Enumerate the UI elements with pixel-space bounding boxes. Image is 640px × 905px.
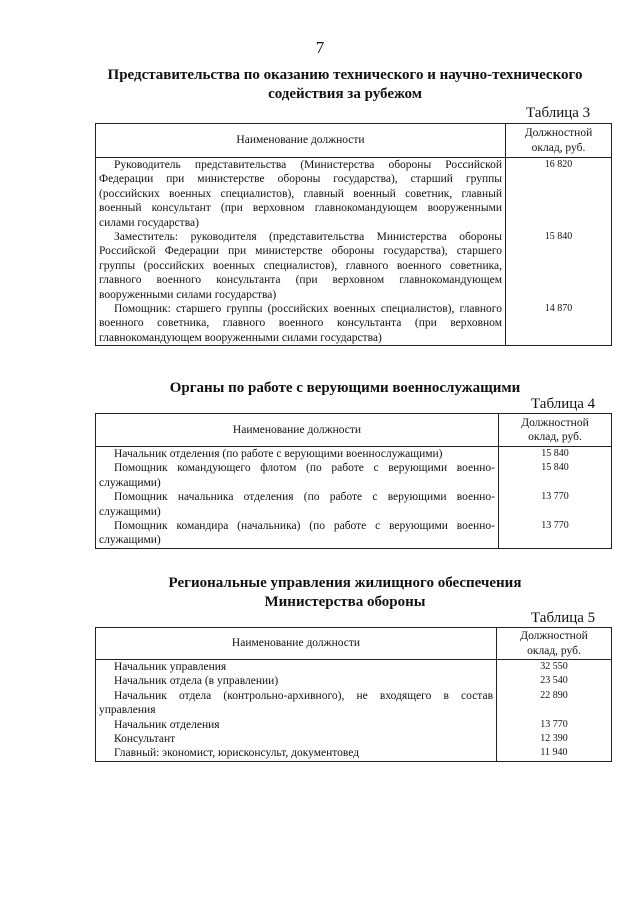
salary-cell: 15 840 bbox=[499, 461, 612, 490]
position-name: Начальник отдела (в управлении) bbox=[114, 675, 279, 688]
position-cell bbox=[96, 718, 497, 732]
position-cell bbox=[96, 230, 506, 302]
column-header-salary-line: Должностной bbox=[520, 630, 588, 643]
salary-cell: 22 890 bbox=[497, 689, 612, 718]
section-title-line: содействия за рубежом bbox=[268, 86, 422, 102]
section-title-line: Региональные управления жилищного обеспечения bbox=[168, 575, 522, 591]
column-header-salary-line: Должностной bbox=[524, 127, 593, 140]
position-name: Помощник командующего флотом (по работе с верующими военно-служащими) bbox=[99, 462, 495, 489]
position-cell bbox=[96, 490, 499, 519]
salary-cell: 13 770 bbox=[499, 519, 612, 548]
section-title-line: Министерства обороны bbox=[264, 594, 426, 610]
position-cell bbox=[96, 746, 497, 761]
section-title-housing-administration bbox=[80, 574, 610, 612]
salary-cell: 15 840 bbox=[499, 447, 612, 462]
position-name: Начальник отдела (контрольно-архивного), не входящего в состав управления bbox=[99, 689, 493, 717]
position-cell bbox=[96, 461, 499, 490]
salary-cell: 15 840 bbox=[506, 230, 612, 302]
salary-cell: 14 870 bbox=[506, 302, 612, 346]
column-header-salary bbox=[499, 414, 612, 447]
position-cell bbox=[96, 519, 499, 548]
table-row bbox=[96, 158, 612, 231]
column-header-salary-line: Должностной bbox=[521, 416, 589, 429]
section-title-technical-assistance bbox=[80, 66, 610, 104]
position-name: Заместитель: руководителя (представительства Министерства обороны Российской Федерации при министерстве обороны государства), старшего группы (российских военных специалистов), главного военного советника, главного военного консультанта (при верховном главнокомандующем вооруженными силами государства) bbox=[99, 231, 502, 301]
table-row bbox=[96, 302, 612, 346]
position-cell bbox=[96, 447, 499, 462]
position-name: Начальник отделения (по работе с верующими военнослужащими) bbox=[114, 448, 443, 460]
column-header-salary bbox=[506, 124, 612, 158]
position-name: Главный: экономист, юрисконсульт, документовед bbox=[114, 747, 360, 760]
table-row bbox=[96, 447, 612, 462]
position-cell bbox=[96, 674, 497, 688]
salary-cell: 23 540 bbox=[497, 674, 612, 688]
table-row bbox=[96, 732, 612, 746]
position-cell bbox=[96, 689, 497, 718]
table-row bbox=[96, 490, 612, 519]
salary-cell: 32 550 bbox=[497, 660, 612, 675]
position-name: Начальник управления bbox=[114, 661, 227, 673]
salary-cell: 16 820 bbox=[506, 158, 612, 231]
column-header-name: Наименование должности bbox=[96, 628, 497, 660]
position-cell bbox=[96, 732, 497, 746]
table-row bbox=[96, 746, 612, 761]
position-cell bbox=[96, 158, 506, 231]
column-header-name: Наименование должности bbox=[96, 414, 499, 447]
position-cell bbox=[96, 302, 506, 346]
table-row bbox=[96, 660, 612, 675]
section-title-line: Органы по работе с верующими военнослужащими bbox=[169, 380, 521, 396]
section-title-line: Представительства по оказанию технического и научно-технического bbox=[107, 67, 583, 83]
column-header-salary-line: оклад, руб. bbox=[531, 141, 586, 154]
table-label-4: Таблица 4 bbox=[531, 396, 596, 412]
table-label-3: Таблица 3 bbox=[526, 105, 591, 121]
salary-cell: 11 940 bbox=[497, 746, 612, 761]
column-header-name: Наименование должности bbox=[96, 124, 506, 158]
table-4 bbox=[95, 413, 612, 549]
position-name: Помощник: старшего группы (российских военных специалистов), главного военного советника, главного военного консультанта (при верховном главнокомандующем вооруженными силами государства) bbox=[99, 303, 502, 344]
position-name: Консультант bbox=[114, 733, 176, 746]
page-number: 7 bbox=[315, 38, 325, 57]
table-header-row bbox=[96, 414, 612, 447]
table-row bbox=[96, 674, 612, 688]
table-row bbox=[96, 689, 612, 718]
table-row bbox=[96, 461, 612, 490]
position-cell bbox=[96, 660, 497, 675]
salary-cell: 13 770 bbox=[497, 718, 612, 732]
salary-cell: 12 390 bbox=[497, 732, 612, 746]
table-5 bbox=[95, 627, 612, 762]
table-row bbox=[96, 519, 612, 548]
position-name: Начальник отделения bbox=[114, 718, 220, 731]
table-header-row bbox=[96, 124, 612, 158]
position-name: Помощник начальника отделения (по работе с верующими военно-служащими) bbox=[99, 491, 495, 518]
table-row bbox=[96, 230, 612, 302]
position-name: Руководитель представительства (Министерства обороны Российской Федерации при министерстве обороны государства), старший группы (российских военных специалистов), главный военный советник, главный военный консультант (при верховном главнокомандующем вооруженными силами государства) bbox=[99, 159, 502, 229]
table-3 bbox=[95, 123, 612, 346]
table-row bbox=[96, 718, 612, 732]
column-header-salary-line: оклад, руб. bbox=[527, 644, 581, 657]
column-header-salary-line: оклад, руб. bbox=[528, 431, 582, 443]
salary-cell: 13 770 bbox=[499, 490, 612, 519]
table-header-row bbox=[96, 628, 612, 660]
column-header-salary bbox=[497, 628, 612, 660]
position-name: Помощник командира (начальника) (по работе с верующими военно-служащими) bbox=[99, 520, 495, 547]
table-label-5: Таблица 5 bbox=[531, 610, 596, 626]
